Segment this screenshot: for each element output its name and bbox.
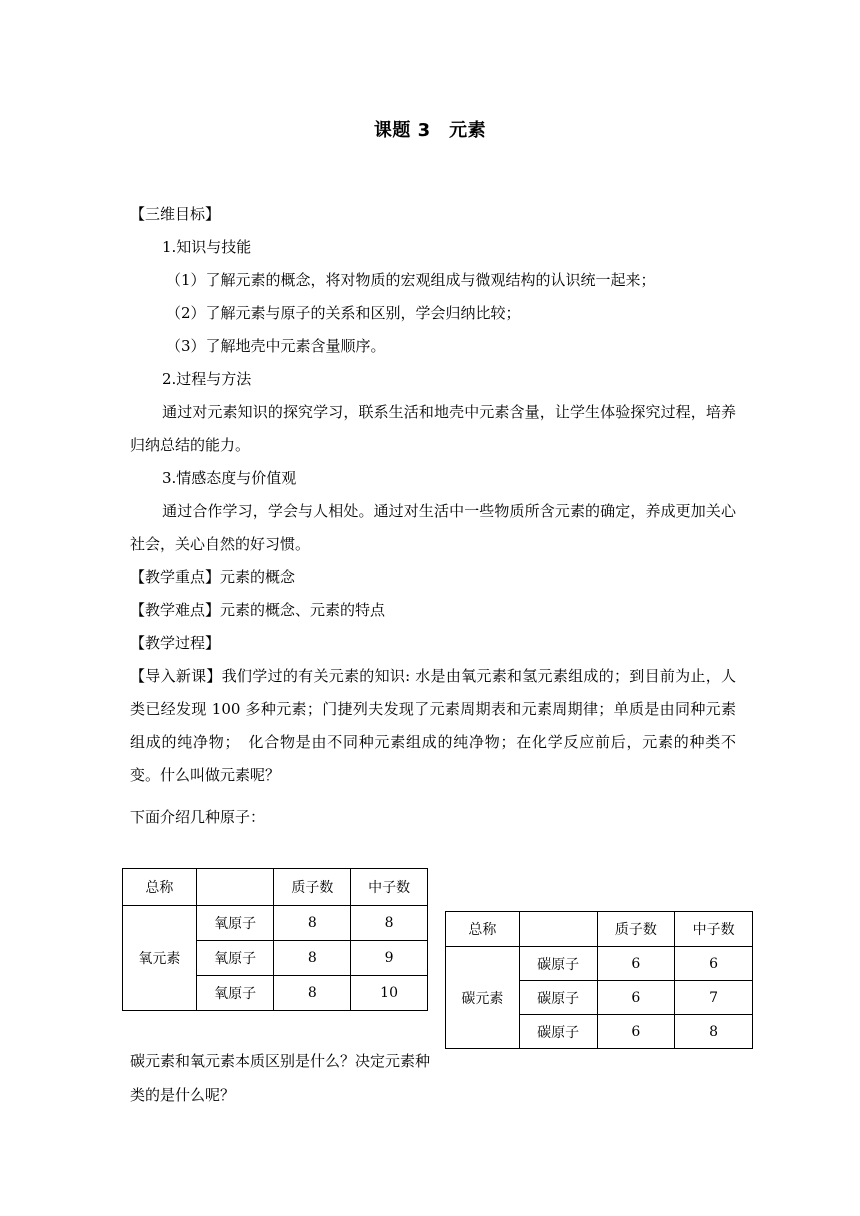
oxygen-table (122, 868, 428, 1011)
goal3-text: 通过合作学习，学会与人相处。通过对生活中一些物质所含元素的确定，养成更加关心社会，关心自然的好习惯。 (130, 502, 736, 553)
element-group-cell: 氧元素 (123, 906, 197, 1011)
table-cell: 6 (597, 1015, 675, 1049)
carbon-table (445, 911, 753, 1049)
table-cell: 氧原子 (196, 906, 274, 941)
table-cell: 碳原子 (519, 947, 597, 981)
table-header-cell: 质子数 (597, 912, 675, 947)
table-header-row (123, 869, 428, 906)
element-group-cell: 碳元素 (446, 947, 520, 1049)
goal2-paragraph (130, 396, 736, 462)
table-cell: 氧原子 (196, 976, 274, 1011)
table-row (446, 947, 753, 981)
goal2-text: 通过对元素知识的探究学习，联系生活和地壳中元素含量，让学生体验探究过程，培养归纳总结的能力。 (130, 403, 736, 454)
goal1-item: （3）了解地壳中元素含量顺序。 (166, 337, 386, 355)
process-heading: 【教学过程】 (130, 634, 221, 652)
difficult-point: 【教学难点】元素的概念、元素的特点 (130, 601, 386, 619)
table-cell: 8 (675, 1015, 753, 1049)
table-cell: 8 (274, 976, 351, 1011)
table-cell: 10 (351, 976, 428, 1011)
table-header-cell: 总称 (123, 869, 197, 906)
table-cell: 9 (351, 941, 428, 976)
table-cell: 6 (597, 981, 675, 1015)
intro-paragraph: 【导入新课】我们学过的有关元素的知识: 水是由氧元素和氢元素组成的；到目前为止，人类已经发现 100 多种元素；门捷列夫发现了元素周期表和元素周期律；单质是由同种元素组成的纯净物； 化合物是由不同种元素组成的纯净物；在化学反应前后，元素的种类不变。什么叫做元素呢？ (130, 667, 736, 784)
table-header-cell: 总称 (446, 912, 520, 947)
goal1-item: （1）了解元素的概念，将对物质的宏观组成与微观结构的认识统一起来； (166, 271, 656, 289)
key-point: 【教学重点】元素的概念 (130, 568, 296, 586)
goal1-heading: 1.知识与技能 (162, 238, 252, 256)
table-cell: 7 (675, 981, 753, 1015)
goal3-heading: 3.情感态度与价值观 (162, 469, 297, 487)
goal2-heading: 2.过程与方法 (162, 370, 252, 388)
table-cell: 6 (597, 947, 675, 981)
table-header-cell (519, 912, 597, 947)
table-header-cell: 中子数 (675, 912, 753, 947)
table-header-cell: 中子数 (351, 869, 428, 906)
table-cell: 碳原子 (519, 1015, 597, 1049)
table-cell: 8 (274, 906, 351, 941)
table-row (123, 906, 428, 941)
table-header-row (446, 912, 753, 947)
table-cell: 8 (274, 941, 351, 976)
table-cell: 碳原子 (519, 981, 597, 1015)
atoms-intro: 下面介绍几种原子： (130, 808, 266, 826)
table-header-cell: 质子数 (274, 869, 351, 906)
table-cell: 8 (351, 906, 428, 941)
goal1-item: （2）了解元素与原子的关系和区别，学会归纳比较； (166, 304, 521, 322)
question-paragraph: 碳元素和氧元素本质区别是什么？决定元素种类的是什么呢？ (130, 1052, 431, 1104)
table-cell: 氧原子 (196, 941, 274, 976)
goal3-paragraph (130, 495, 736, 561)
goals-heading: 【三维目标】 (130, 205, 221, 223)
page-title: 课题 3 元素 (373, 120, 487, 141)
table-header-cell (196, 869, 274, 906)
table-cell: 6 (675, 947, 753, 981)
